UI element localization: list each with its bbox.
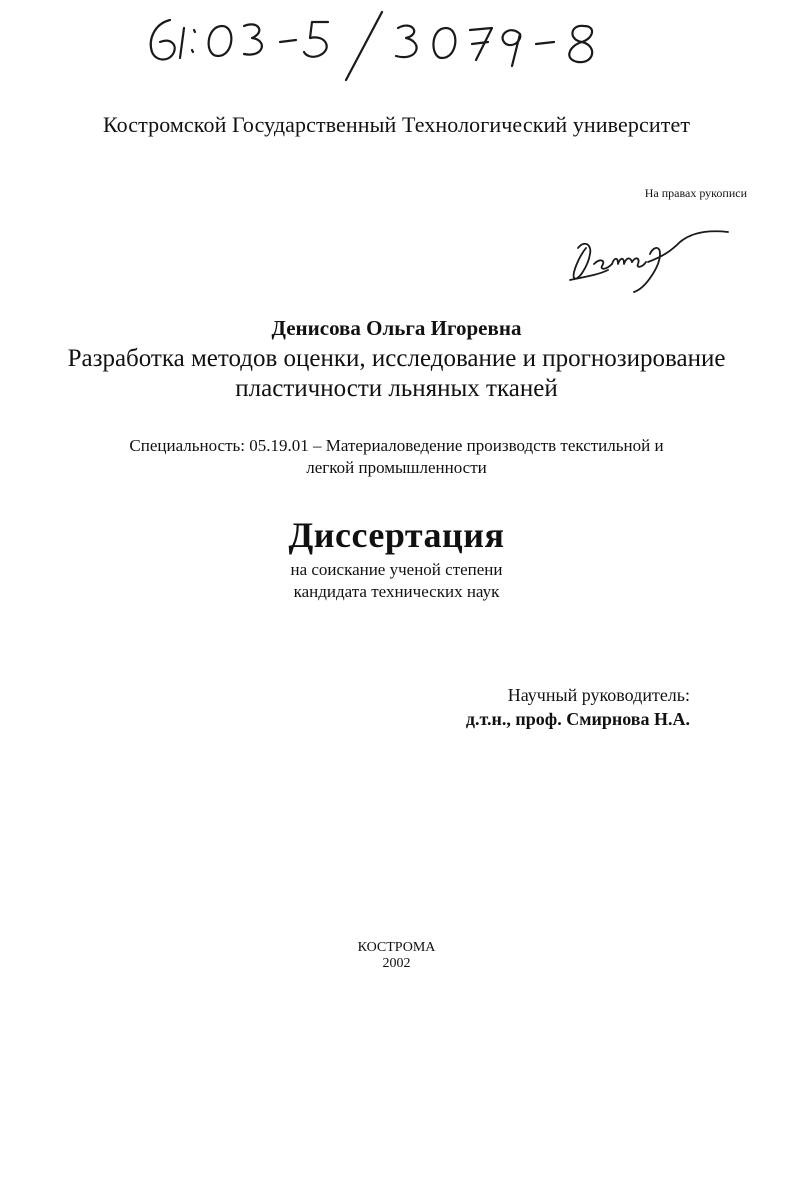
place-and-year — [0, 940, 793, 972]
supervisor-label: Научный руководитель: — [507, 685, 690, 705]
author-name: Денисова Ольга Игоревна — [271, 316, 522, 340]
degree-line-1: на соискание ученой степени — [290, 560, 503, 579]
manuscript-rights-note: На правах рукописи — [644, 186, 747, 200]
year: 2002 — [382, 956, 411, 971]
handwritten-archive-code — [140, 6, 660, 84]
specialty-line-2: легкой промышленности — [306, 458, 487, 477]
city: КОСТРОМА — [357, 940, 436, 955]
supervisor-name: д.т.н., проф. Смирнова Н.А. — [465, 709, 690, 729]
degree-line-2: кандидата технических наук — [293, 582, 500, 601]
specialty — [0, 435, 793, 479]
title-line-1: Разработка методов оценки, исследование и прогнозирование — [67, 345, 726, 372]
university-name: Костромской Государственный Технологический университет — [102, 112, 691, 137]
author-signature — [560, 218, 735, 296]
degree-statement — [0, 559, 793, 603]
dissertation-title — [0, 344, 793, 404]
document-type-heading: Диссертация — [288, 515, 505, 555]
title-line-2: пластичности льняных тканей — [235, 375, 558, 402]
supervisor-block — [400, 683, 690, 731]
specialty-line-1: Специальность: 05.19.01 – Материаловедение производств текстильной и — [129, 436, 664, 455]
